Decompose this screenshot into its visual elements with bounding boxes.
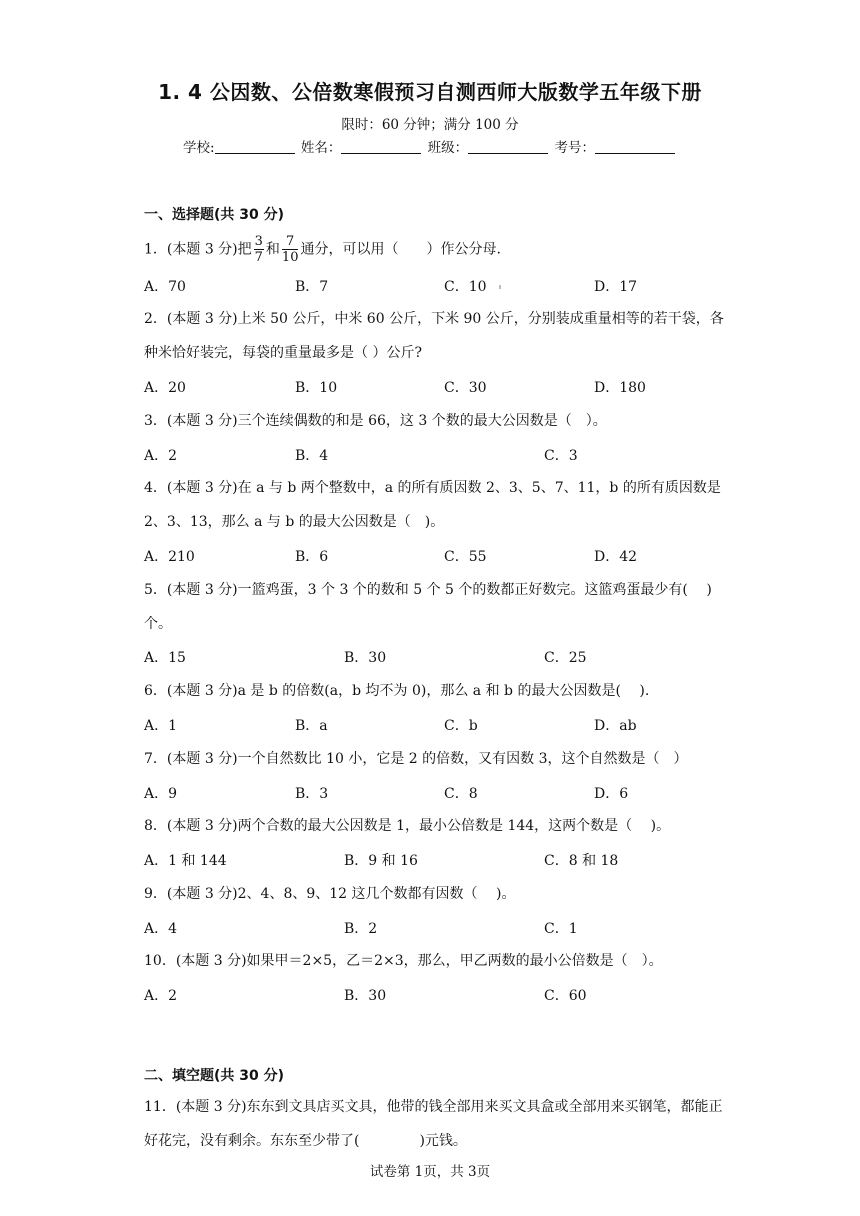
scan-mark <box>499 285 501 289</box>
option-d[interactable]: D．42 <box>594 549 638 565</box>
name-field[interactable] <box>341 139 421 154</box>
option-d[interactable]: D．ab <box>594 718 637 734</box>
option-a[interactable]: A．1 和 144 <box>144 853 227 869</box>
name-label: 姓名： <box>300 140 342 156</box>
option-b[interactable]: B．9 和 16 <box>344 853 418 869</box>
option-b[interactable]: B．4 <box>295 448 329 464</box>
option-c[interactable]: C．55 <box>444 549 487 565</box>
question-1: 1．(本题 3 分)把 $\frac{3}{7}$ 和 $\frac{7}{10}$ 通分，可以用（ ）作公分母. <box>144 234 501 265</box>
option-c[interactable]: C．30 <box>444 380 487 396</box>
option-c[interactable]: C．8 和 18 <box>544 853 619 869</box>
option-a[interactable]: A．2 <box>144 988 178 1004</box>
section-fill-heading: 二、填空题(共 30 分) <box>144 1068 285 1084</box>
page-title: 1. 4 公因数、公倍数寒假预习自测西师大版数学五年级下册 <box>158 80 702 104</box>
student-info <box>0 136 860 156</box>
option-a[interactable]: A．20 <box>144 380 186 396</box>
option-a[interactable]: A．2 <box>144 448 178 464</box>
question-11: 11．(本题 3 分)东东到文具店买文具，他带的钱全部用来买文具盒或全部用来买钢笔，都能正好花完，没有剩余。东东至少带了( )元钱。 <box>144 1099 723 1149</box>
question-3: 3．(本题 3 分)三个连续偶数的和是 66，这 3 个数的最大公因数是（ ）。 <box>144 413 607 429</box>
option-b[interactable]: B．30 <box>344 988 387 1004</box>
option-c[interactable]: C．b <box>444 718 478 734</box>
option-c[interactable]: C．1 <box>544 921 578 937</box>
option-b[interactable]: B．30 <box>344 650 387 666</box>
question-7-options <box>144 783 744 803</box>
question-9: 9．(本题 3 分)2、4、8、9、12 这几个数都有因数（ )。 <box>144 886 516 902</box>
option-c[interactable]: C．25 <box>544 650 587 666</box>
question-1-options <box>144 276 744 296</box>
option-d[interactable]: D．6 <box>594 786 629 802</box>
question-4: 4．(本题 3 分)在 a 与 b 两个整数中，a 的所有质因数 2、3、5、7、11，b 的所有质因数是 2、3、13，那么 a 与 b 的最大公因数是（ )。 <box>144 480 721 530</box>
question-8-options <box>144 850 744 870</box>
question-10: 10．(本题 3 分)如果甲＝2×5，乙＝2×3，那么，甲乙两数的最小公倍数是（ ）。 <box>144 953 663 969</box>
question-2-options <box>144 377 744 397</box>
option-a[interactable]: A．15 <box>144 650 186 666</box>
option-b[interactable]: B．7 <box>295 279 329 295</box>
question-4-options <box>144 546 744 566</box>
fraction-3-7: $\frac{3}{7}$ <box>254 234 263 265</box>
fraction-7-10: $\frac{7}{10}$ <box>281 234 299 265</box>
option-b[interactable]: B．a <box>295 718 328 734</box>
option-b[interactable]: B．2 <box>344 921 378 937</box>
option-c[interactable]: C．10 <box>444 279 487 295</box>
option-c[interactable]: C．8 <box>444 786 478 802</box>
question-8: 8．(本题 3 分)两个合数的最大公因数是 1，最小公倍数是 144，这两个数是（ )。 <box>144 818 671 834</box>
school-field[interactable] <box>215 139 295 154</box>
exam-number-field[interactable] <box>595 139 675 154</box>
exam-number-label: 考号： <box>554 140 595 156</box>
question-7: 7．(本题 3 分)一个自然数比 10 小，它是 2 的倍数，又有因数 3，这个自然数是（ ） <box>144 751 688 767</box>
question-6-options <box>144 715 744 735</box>
option-a[interactable]: A．4 <box>144 921 178 937</box>
question-5: 5．(本题 3 分)一篮鸡蛋，3 个 3 个的数和 5 个 5 个的数都正好数完。这篮鸡蛋最少有( )个。 <box>144 582 712 632</box>
option-c[interactable]: C．3 <box>544 448 578 464</box>
section-choice-heading: 一、选择题(共 30 分) <box>144 207 285 223</box>
class-label: 班级： <box>427 140 469 156</box>
question-10-options <box>144 985 744 1005</box>
option-b[interactable]: B．10 <box>295 380 338 396</box>
school-label: 学校: <box>183 140 215 156</box>
page-footer: 试卷第 1页，共 3页 <box>369 1164 491 1180</box>
option-d[interactable]: D．17 <box>594 279 638 295</box>
option-a[interactable]: A．9 <box>144 786 178 802</box>
option-a[interactable]: A．70 <box>144 279 186 295</box>
option-a[interactable]: A．210 <box>144 549 195 565</box>
question-3-options <box>144 445 744 465</box>
option-b[interactable]: B．6 <box>295 549 329 565</box>
time-limit: 限时：60 分钟；满分 100 分 <box>341 117 519 133</box>
option-d[interactable]: D．180 <box>594 380 646 396</box>
question-6: 6．(本题 3 分)a 是 b 的倍数(a，b 均不为 0)，那么 a 和 b 的最大公因数是( ). <box>144 683 650 699</box>
class-field[interactable] <box>468 139 548 154</box>
question-2: 2．(本题 3 分)上米 50 公斤，中米 60 公斤，下米 90 公斤，分别装成重量相等的若干袋，各种米恰好装完，每袋的重量最多是（ ）公斤? <box>144 311 724 361</box>
option-a[interactable]: A．1 <box>144 718 178 734</box>
option-c[interactable]: C．60 <box>544 988 587 1004</box>
question-9-options <box>144 918 744 938</box>
question-5-options <box>144 647 744 667</box>
option-b[interactable]: B．3 <box>295 786 329 802</box>
